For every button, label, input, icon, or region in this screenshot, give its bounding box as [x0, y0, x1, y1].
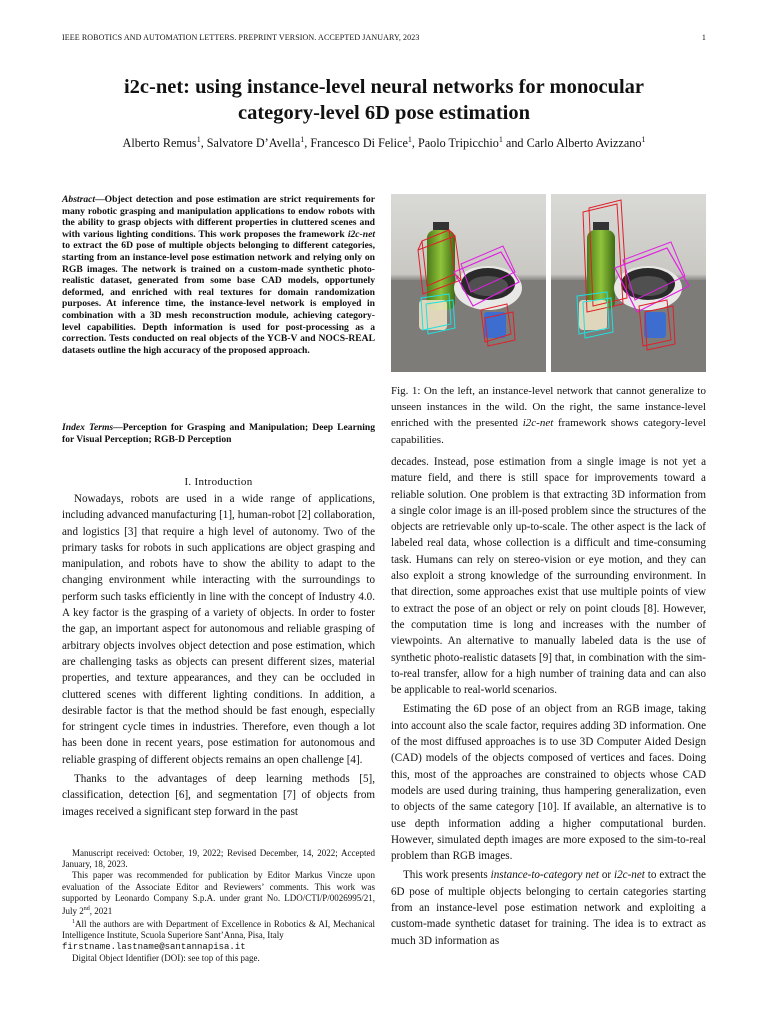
footnotes [62, 848, 375, 964]
title-line-2: category-level 6D pose estimation [237, 102, 531, 124]
author-separator: and [502, 136, 527, 151]
right-column [391, 454, 706, 949]
page-number: 1 [701, 33, 706, 42]
intro-paragraph-2: Thanks to the advantages of deep learning methods [5], classification, detection [6], and segmentation [7] of objects from images received a significant step forward in the past [62, 773, 375, 818]
footnote-affiliation-mark: 1 [72, 919, 75, 926]
abstract-label: Abstract [62, 194, 96, 205]
index-terms-text: —Perception for Grasping and Manipulation; Deep Learning for Visual Perception; RGB-D Perception [62, 422, 375, 445]
right-paragraph-1: decades. Instead, pose estimation from a single image is not yet a mature field, and there is still space for improvements toward a reliable solution. One problem is that extracting 3D information from a single color image is an ill-posed problem since the structures of the objects are retrievable only up-to-scale. The other aspect is the lack of labeled real data, whose collection is a difficult and time-consuming task. Humans can rely on stereo-vision or eye motion, and they can also exploit a strong knowledge of the surrounding environment. In that direction, some approaches exist that use multiple points of view to extract the pose of an object or rely on point clouds [8]. However, the computation time is long and increases with the number of viewpoints. An alternative to manually labeled data is the use of synthetic photo-realistic datasets [9] that, in combination with the sim-to-real transfer, allow for a high number of training data and can also be applicable to real-world scenarios. [391, 456, 706, 697]
right-paragraph-2: Estimating the 6D pose of an object from an RGB image, taking into account also the scale factor, requires adding 3D information. One of the most diffused approaches is to use 3D Computer Aided Design (CAD) models of the objects composed of vertices and faces. Doing this, most of the approaches are constrained to objects whose CAD models are used during training, thus hampering generalization, even to objects of the same category [10]. If available, an alternative is to use depth information adding a higher computational burden. However, simulated depth images are more exposed to the sim-to-real problem than RGB images. [391, 703, 706, 863]
p3-method-name: instance-to-category net [490, 869, 599, 882]
figure-1 [391, 194, 706, 372]
figure-1-caption [391, 383, 706, 448]
author-affiliation: 1 [196, 135, 201, 144]
paper-title [40, 74, 728, 126]
intro-paragraph-1: Nowadays, robots are used in a wide range of applications, including advanced manufacturing [1], human-robot [2] collaboration, and logistics [3] that require a high level of autonomy. Two of the primary tasks for robots in such applications are object grasping and manipulation, and robots have to show the ability to adapt to the changing environment while interacting with the surroundings to perform such tasks efficiently in line with the concept of Industry 4.0. A key factor is the grasping of a variety of objects. In order to foster the gap, an important aspect for autonomous and reliable grasping of arbitrary objects involves object detection and pose estimation, which are challenging tasks as objects can present different sizes, material properties, and texture appearances, and they can be occluded in cluttered scenes with different lighting conditions. In addition, a desirable factor is that the method should be fast enough, especially for stringent cycle times in industries. Therefore, even though a lot has been done in recent years, pose estimation for autonomous and reliable grasping of different objects remains an open challenge [4]. [62, 493, 375, 766]
footnote-recommended-end: , 2021 [89, 906, 113, 917]
caption-text-post: framework shows category-level capabilities. [391, 417, 706, 446]
author-separator: , [304, 136, 311, 151]
author-affiliation: 1 [300, 135, 305, 144]
p3-method-short-name: i2c-net [614, 869, 645, 882]
footnote-affiliation-text: All the authors are with Department of Excellence in Robotics & AI, Mechanical Intelligence Institute, Scuola Superiore Sant’Anna, Pisa, Italy [62, 919, 375, 941]
footnote-email: firstname.lastname@santannapisa.it [62, 941, 246, 952]
author-name: Paolo Tripicchio [417, 136, 499, 151]
footnote-date-suffix: nd [83, 906, 90, 913]
section-heading: I. Introduction [184, 476, 253, 488]
title-line-1: i2c-net: using instance-level neural networks for monocular [123, 76, 645, 98]
right-paragraph-3 [391, 867, 706, 948]
running-head-text: IEEE ROBOTICS AND AUTOMATION LETTERS. PREPRINT VERSION. ACCEPTED JANUARY, 2023 [62, 33, 420, 42]
abstract-text-pre: —Object detection and pose estimation are strict requirements for many robotic grasping and manipulation applications to endow robots with the ability to grasp objects with different properties in cluttered scenes and with various lighting conditions. This work proposes the framework [62, 194, 375, 240]
author-name: Salvatore D’Avella [206, 136, 301, 151]
footnote-recommended-text: This paper was recommended for publication by Editor Markus Vincze upon evaluation of the Associate Editor and Reviewers’ comments. This work was supported by Leonardo Company S.p.A. under grant No. LDO/CTI/P/0026995/21, July 2 [62, 870, 375, 917]
index-terms [62, 422, 375, 445]
p3-text-mid: or [598, 869, 615, 882]
footnote-received: Manuscript received: October, 19, 2022; Revised December, 14, 2022; Accepted January, 18, 2023. [62, 848, 375, 870]
abstract [62, 194, 375, 356]
abstract-framework-name: i2c-net [347, 228, 375, 240]
author-list [30, 135, 738, 151]
right-photo [551, 194, 706, 372]
index-terms-label: Index Terms [62, 422, 114, 433]
footnote-recommended [62, 870, 375, 917]
left-column [62, 491, 375, 820]
caption-text-pre: Fig. 1: On the left, an instance-level network that cannot generalize to unseen instances in the wild. On the right, the same instance-level enriched with the presented [391, 385, 706, 430]
p3-text-pre: This work presents [403, 869, 491, 882]
running-head [62, 33, 706, 42]
figure-1-photos [391, 194, 706, 372]
caption-framework-name: i2c-net [522, 417, 554, 430]
p3-text-post: to extract the 6D pose of multiple objects belonging to certain categories starting from an instance-level pose estimation network and exploiting a custom-made synthetic dataset for training. The idea is to extract as much 3D information as [391, 869, 706, 947]
footnote-affiliation [62, 917, 375, 941]
author-affiliation: 1 [498, 135, 503, 144]
left-photo [391, 194, 546, 372]
author-name: Francesco Di Felice [310, 136, 408, 151]
abstract-text-post: to extract the 6D pose of multiple objects belonging to different categories, starting from an instance-level pose estimation network and relying only on RGB images. The network is trained on a custom-made synthetic photo-realistic dataset, generated from some base CAD models, opportunely deformed, and enriched with real textures for domain randomization purposes. At inference time, the instance-level network is employed in combination with a 3D mesh reconstruction module, achieving category-level capabilities. Depth information is used for post-processing as a correction. Tests conducted on real objects of the YCB-V and NOCS-REAL datasets outline the high accuracy of the proposed approach. [62, 240, 375, 356]
author-name: Carlo Alberto Avizzano [526, 136, 642, 151]
author-affiliation: 1 [407, 135, 412, 144]
footnote-doi: Digital Object Identifier (DOI): see top of this page. [72, 952, 260, 963]
author-separator: , [411, 136, 418, 151]
author-affiliation: 1 [641, 135, 646, 144]
author-name: Alberto Remus [122, 136, 197, 151]
author-separator: , [200, 136, 207, 151]
